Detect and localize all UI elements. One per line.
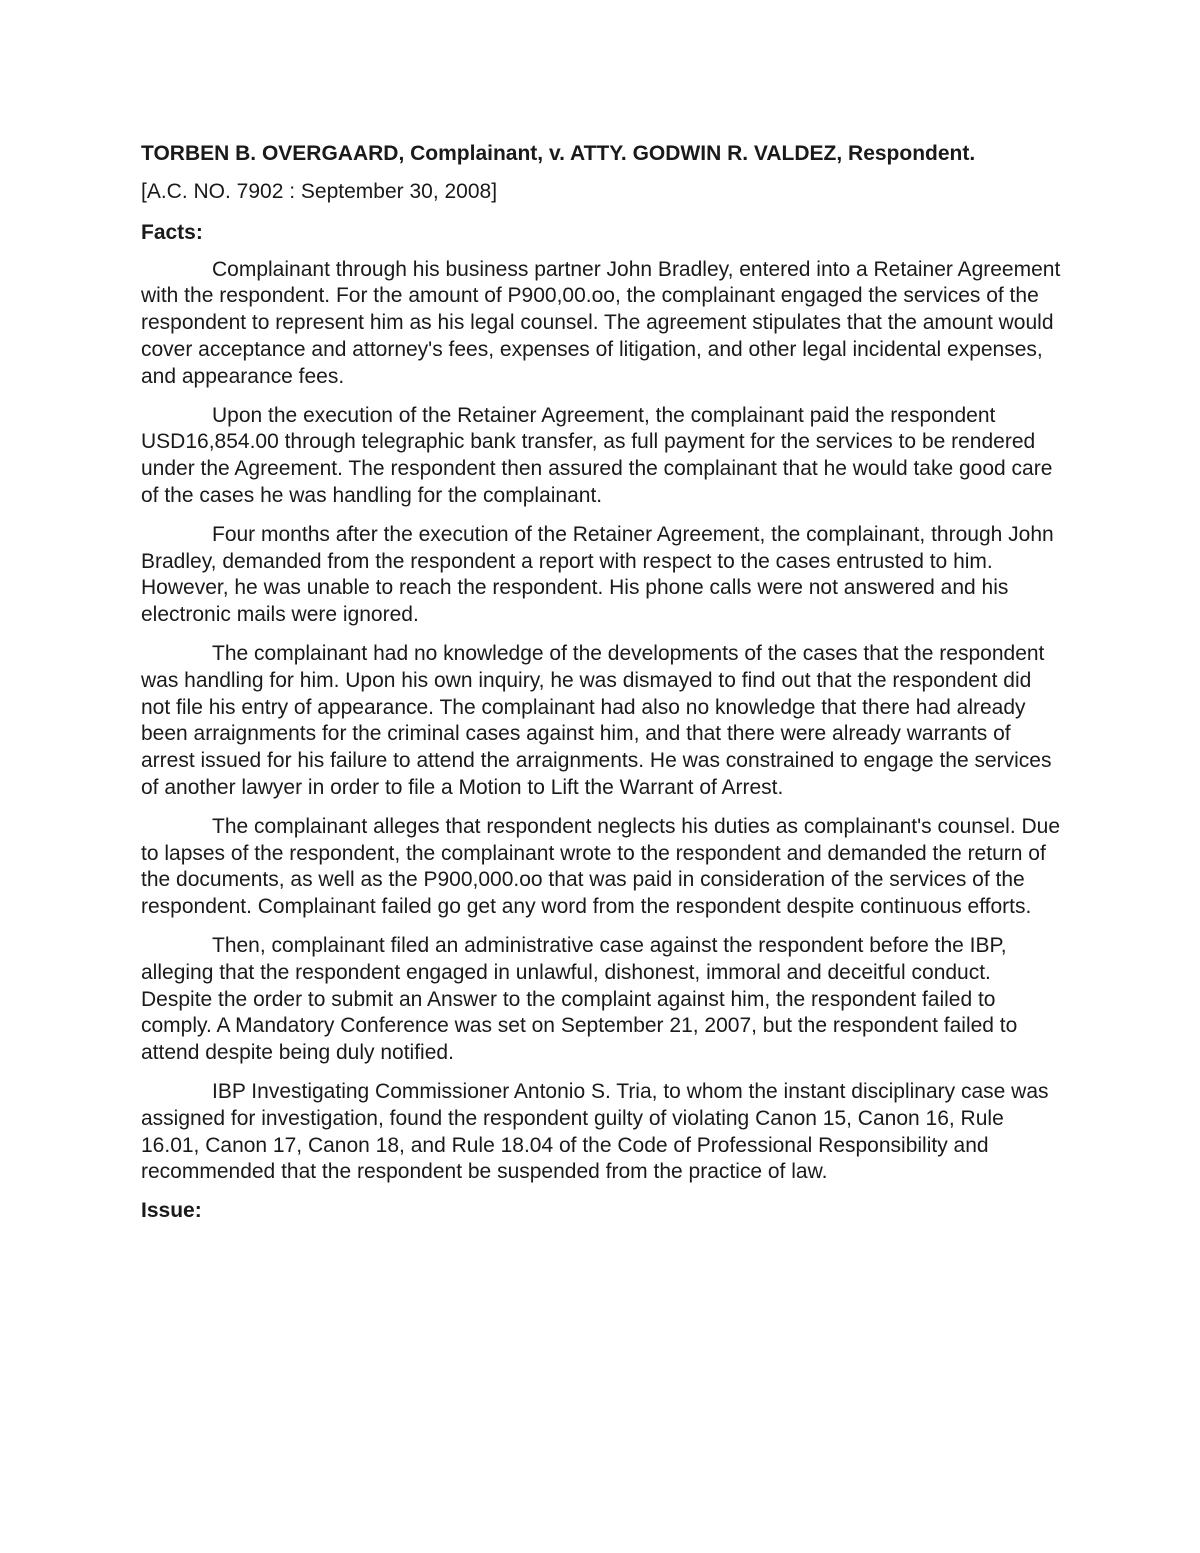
facts-heading: Facts: [141,220,203,244]
facts-paragraph: Then, complainant filed an administrative case against the respondent before the IBP, alleging that the respondent engaged in unlawful, dishonest, immoral and deceitful conduct. Despite the order to submit an Answer to the complaint against him, the respondent failed to comply. A Mandatory Conference was set on September 21, 2007, but the respondent failed to attend despite being duly notified. [141,933,1018,1065]
facts-paragraph: Four months after the execution of the Retainer Agreement, the complainant, through John Bradley, demanded from the respondent a report with respect to the cases entrusted to him. However, he was unable to reach the respondent. His phone calls were not answered and his electronic mails were ignored. [141,522,1054,627]
facts-paragraph: The complainant alleges that respondent neglects his duties as complainant's counsel. Due to lapses of the respondent, the complainant wrote to the respondent and demanded the return of the documents, as well as the P900,000.oo that was paid in consideration of the services of the respondent. Complainant failed go get any word from the respondent despite continuous efforts. [141,814,1061,919]
facts-paragraph: Upon the execution of the Retainer Agreement, the complainant paid the respondent USD16,854.00 through telegraphic bank transfer, as full payment for the services to be rendered under the Agreement. The respondent then assured the complainant that he would take good care of the cases he was handling for the complainant. [141,403,1053,507]
facts-paragraph: The complainant had no knowledge of the developments of the cases that the respondent was handling for him. Upon his own inquiry, he was dismayed to find out that the respondent did not file his entry of appearance. The complainant had also no knowledge that there had already been arraignments for the criminal cases against him, and that there were already warrants of arrest issued for his failure to attend the arraignments. He was constrained to engage the services of another lawyer in order to file a Motion to Lift the Warrant of Arrest. [141,641,1052,799]
document-page [141,140,1066,1225]
facts-paragraph: Complainant through his business partner John Bradley, entered into a Retainer Agreement with the respondent. For the amount of P900,00.oo, the complainant engaged the services of the respondent to represent him as his legal counsel. The agreement stipulates that the amount would cover acceptance and attorney's fees, expenses of litigation, and other legal incidental expenses, and appearance fees. [141,257,1061,388]
case-title: TORBEN B. OVERGAARD, Complainant, v. ATTY. GODWIN R. VALDEZ, Respondent. [141,142,976,165]
facts-paragraph: IBP Investigating Commissioner Antonio S. Tria, to whom the instant disciplinary case was assigned for investigation, found the respondent guilty of violating Canon 15, Canon 16, Rule 16.01, Canon 17, Canon 18, and Rule 18.04 of the Code of Professional Responsibility and recommended that the respondent be suspended from the practice of law. [141,1079,1049,1184]
case-number: [A.C. NO. 7902 : September 30, 2008] [141,180,498,203]
issue-heading: Issue: [141,1199,202,1223]
